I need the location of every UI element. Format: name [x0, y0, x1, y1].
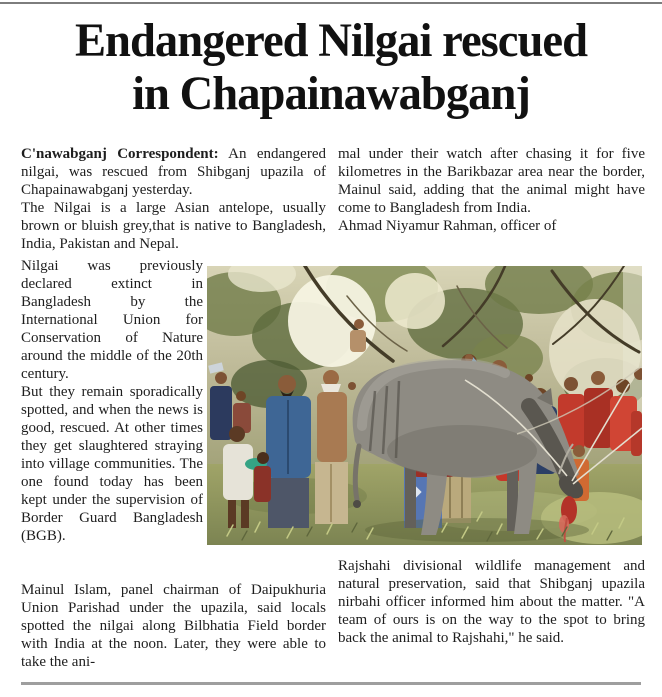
- paragraph-text: An endangered nilgai, was rescued from Shibganj upazila of Chapainawabganj yesterday.: [21, 146, 326, 198]
- nilgai-photo-illustration: [207, 266, 642, 545]
- left-column-bottom: [21, 581, 326, 671]
- bottom-rule: [21, 682, 641, 685]
- right-column-top: [338, 145, 645, 235]
- article-paragraph: Nilgai was previously declared extinct in Bangladesh by the International Union for Conservation of Nature around the middle of the 20th century.: [21, 258, 203, 382]
- article-paragraph: The Nilgai is a large Asian antelope, usually brown or bluish grey,that is native to Bangladesh, India, Pakistan and Nepal.: [21, 200, 326, 252]
- article-paragraph: Ahmad Niyamur Rahman, officer of: [338, 218, 557, 234]
- article-paragraph: mal under their watch after chasing it for five kilometres in the Barikbazar area near the border, Mainul said, adding that the animal might have come to Bangladesh from India.: [338, 146, 645, 216]
- article-paragraph: Rajshahi divisional wildlife management and natural preservation, said that Shibganj upazila nirbahi officer informed him about the matter. "A team of ours is on the way to the spot to bring back the animal to Rajshahi," he said.: [338, 558, 645, 646]
- headline-line-1: Endangered Nilgai rescued: [74, 14, 588, 67]
- headline-line-2: in Chapainawabganj: [132, 67, 530, 120]
- left-column-top: [21, 145, 326, 253]
- right-column-bottom: [338, 557, 645, 647]
- top-rule: [0, 2, 662, 4]
- byline: C'nawabganj Correspondent:: [21, 146, 219, 162]
- article-paragraph: Mainul Islam, panel chairman of Daipukhuria Union Parishad under the upazila, said locals spotted the nilgai along Bilbhatia Field border with India at the noon. Later, they were able to take the ani-: [21, 582, 326, 670]
- article-paragraph: But they remain sporadically spotted, and when the news is good, rescued. At other times they get slaughtered straying into village communities. The one found today has been kept under the supervision of Border Guard Bangladesh (BGB).: [21, 384, 203, 544]
- headline: [10, 14, 652, 120]
- left-column-narrow: [21, 257, 203, 545]
- article-photo: [207, 266, 642, 545]
- article-paragraph: [21, 145, 326, 199]
